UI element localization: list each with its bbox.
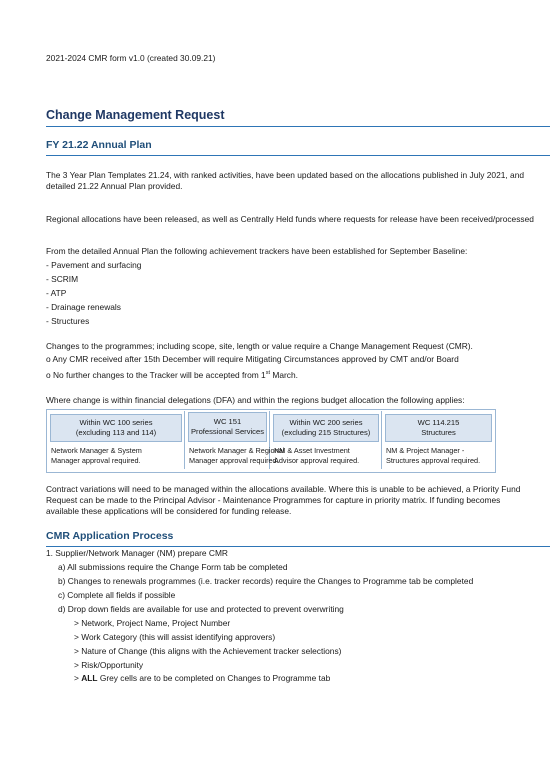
section-heading-annual-plan: FY 21.22 Annual Plan [46,139,152,151]
delegation-title: Professional Services [190,427,265,436]
tracker-item: - ATP [46,288,67,298]
note-line: NM & Project Manager - [386,446,465,455]
title-underline [46,126,550,127]
tracker-item: - Pavement and surfacing [46,260,142,270]
note-line: Network Manager & System [51,446,142,455]
note-line: NM & Asset Investment [274,446,350,455]
paragraph: available these applications will be considered for funding release. [46,506,292,516]
divider [184,411,185,469]
ordinal-suffix: st [265,370,271,376]
sub-item: > Risk/Opportunity [74,660,144,670]
divider [381,411,382,469]
note-line: Network Manager & Regional [189,446,285,455]
paragraph: Changes to the programmes; including scope, site, length or value require a Change Management Request (CMR). [46,341,473,351]
step-heading: 1. Supplier/Network Manager (NM) prepare CMR [46,548,228,558]
step-item: c) Complete all fields if possible [58,590,176,600]
paragraph: detailed 21.22 Annual Plan provided. [46,181,183,191]
delegation-note [274,446,359,465]
paragraph: Contract variations will need to be managed within the allocations available. Where this is unable to be achieved, a Priority Fund [46,484,521,494]
section-heading-cmr-process: CMR Application Process [46,530,174,542]
delegation-note [51,446,142,465]
note-line: Advisor approval required. [274,455,360,465]
paragraph: Regional allocations have been released, as well as Centrally Held funds where requests for release have been received/processed [46,214,534,224]
page-title: Change Management Request [46,108,225,122]
step-item: a) All submissions require the Change Form tab be completed [58,562,288,572]
form-version: 2021-2024 CMR form v1.0 (created 30.09.21) [46,53,216,63]
tracker-item: - SCRIM [46,274,79,284]
paragraph: Request can be made to the Principal Advisor - Maintenance Programmes for capture in priority matrix. If funding becomes [46,495,501,505]
sub-item: > Nature of Change (this aligns with the Achievement tracker selections) [74,646,342,656]
tracker-item: - Drainage renewals [46,302,121,312]
bullet-item: o Any CMR received after 15th December will require Mitigating Circumstances approved by CMT and/or Board [46,354,459,364]
note-line: Structures approval required. [386,455,481,465]
step-item: d) Drop down fields are available for use and protected to prevent overwriting [58,604,344,614]
sub-item [74,673,330,684]
delegation-title: (excluding 215 Structures) [281,428,371,437]
bullet-item [46,368,298,381]
sub-item-text: > [74,673,82,683]
delegation-box [385,414,492,442]
emphasis: ALL [81,673,98,683]
delegation-box [273,414,379,442]
delegation-title: Within WC 100 series [79,418,153,427]
delegation-note [386,446,480,465]
delegation-box [188,412,267,442]
sub-item-text: Grey cells are to be completed on Changes to Programme tab [97,673,331,683]
note-line: Manager approval required. [189,455,279,465]
step-item: b) Changes to renewals programmes (i.e. tracker records) require the Changes to Programme tab be completed [58,576,474,586]
delegation-title: WC 114.215 [417,418,460,427]
tracker-item: - Structures [46,316,90,326]
delegation-title: (excluding 113 and 114) [75,428,157,437]
section-underline [46,546,550,547]
sub-item: > Work Category (this will assist identifying approvers) [74,632,276,642]
delegation-note [189,446,284,465]
delegation-title: WC 151 [213,417,242,426]
bullet-text: March. [270,369,298,380]
delegation-title: Structures [421,428,456,437]
paragraph: Where change is within financial delegations (DFA) and within the regions budget allocation the following applies: [46,395,465,405]
delegation-box [50,414,182,442]
note-line: Manager approval required. [51,455,141,465]
bullet-text: o No further changes to the Tracker will be accepted from 1 [46,369,266,380]
section-underline [46,155,550,156]
paragraph: The 3 Year Plan Templates 21.24, with ranked activities, have been updated based on the allocations published in July 2021, and [46,170,525,180]
delegation-title: Within WC 200 series [289,418,363,427]
paragraph: From the detailed Annual Plan the following achievement trackers have been established for September Baseline: [46,246,468,256]
sub-item: > Network, Project Name, Project Number [74,618,231,628]
